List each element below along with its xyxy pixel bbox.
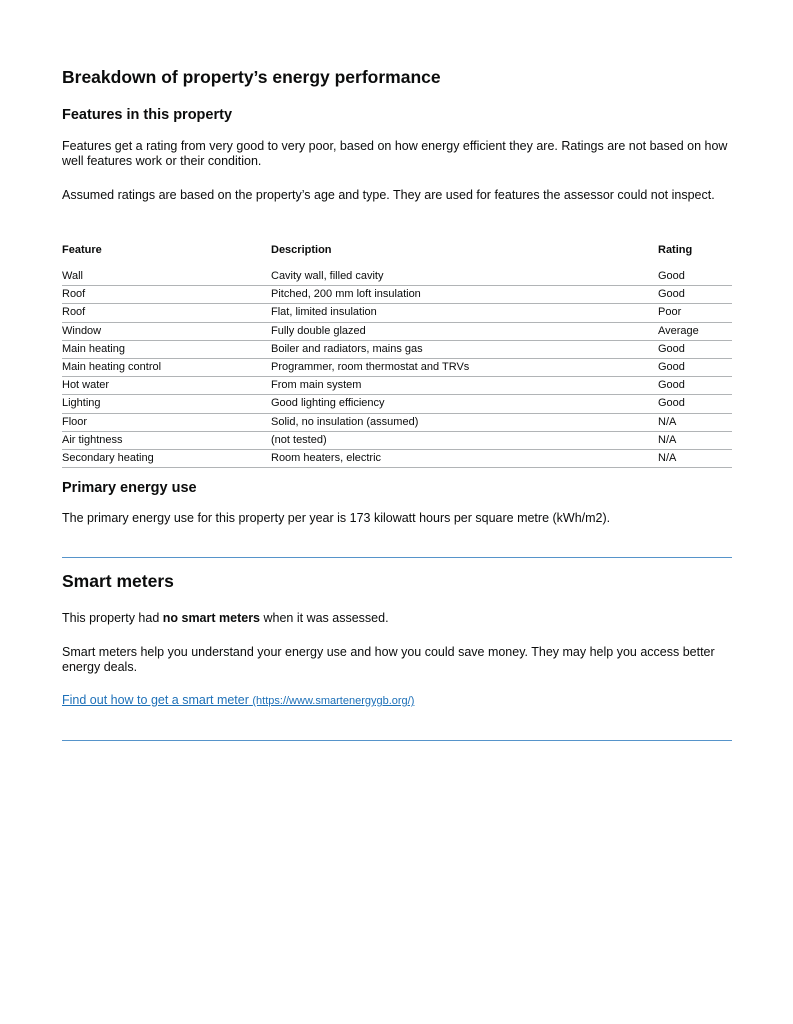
cell-description: Programmer, room thermostat and TRVs (271, 360, 470, 373)
status-text-before: This property had (62, 611, 163, 625)
primary-energy-heading: Primary energy use (62, 480, 197, 496)
smart-meters-status-text (62, 611, 732, 626)
table-row (62, 268, 732, 286)
page-title: Breakdown of property’s energy performance (62, 67, 441, 87)
cell-feature: Main heating (62, 342, 125, 355)
cell-rating: Good (658, 342, 685, 355)
cell-feature: Floor (62, 415, 88, 428)
cell-rating: Good (658, 397, 685, 410)
cell-description: Cavity wall, filled cavity (271, 270, 384, 282)
table-row (62, 377, 732, 395)
smart-meter-link-text: Find out how to get a smart meter (62, 693, 249, 707)
assumed-ratings-paragraph: Assumed ratings are based on the property’s age and type. They are used for features the assessor could not inspect. (62, 188, 715, 202)
cell-rating: Good (658, 360, 685, 373)
section-divider (62, 557, 732, 558)
table-header-row (62, 242, 732, 268)
cell-description: Pitched, 200 mm loft insulation (271, 288, 421, 301)
cell-feature: Main heating control (62, 360, 162, 373)
table-row (62, 304, 732, 322)
status-text-bold: no smart meters (162, 611, 261, 625)
table-row (62, 395, 732, 413)
cell-feature: Air tightness (62, 433, 123, 446)
cell-description: Room heaters, electric (271, 451, 382, 464)
cell-feature: Lighting (62, 397, 101, 410)
smart-meters-heading: Smart meters (62, 571, 174, 591)
primary-energy-text: The primary energy use for this property per year is 173 kilowatt hours per square metre (kWh/m2). (62, 511, 611, 525)
cell-rating: Good (658, 288, 685, 301)
cell-description: From main system (271, 379, 362, 392)
smart-meter-link[interactable] (62, 693, 414, 707)
column-header-rating: Rating (658, 244, 693, 256)
cell-description: Fully double glazed (271, 324, 366, 337)
table-row (62, 414, 732, 432)
cell-description: Flat, limited insulation (271, 306, 377, 319)
status-text-after: when it was assessed. (260, 611, 389, 625)
cell-feature: Roof (62, 288, 86, 301)
table-row (62, 359, 732, 377)
cell-feature: Hot water (62, 379, 110, 392)
cell-rating: Average (658, 324, 699, 337)
cell-rating: Good (658, 270, 685, 282)
features-table (62, 242, 732, 468)
features-intro-paragraph: Features get a rating from very good to very poor, based on how energy efficient they are. Ratings are not based on how well features work or their condition. (62, 139, 728, 168)
cell-feature: Secondary heating (62, 451, 154, 464)
table-row (62, 323, 732, 341)
cell-description: Good lighting efficiency (271, 397, 385, 410)
cell-description: Boiler and radiators, mains gas (271, 342, 423, 355)
cell-description: Solid, no insulation (assumed) (271, 415, 419, 428)
table-row (62, 432, 732, 450)
smart-meter-link-paragraph (62, 693, 732, 709)
cell-rating: Poor (658, 306, 682, 319)
cell-rating: N/A (658, 451, 677, 464)
cell-description: (not tested) (271, 433, 327, 446)
features-heading: Features in this property (62, 107, 233, 123)
column-header-feature: Feature (62, 244, 102, 256)
cell-feature: Roof (62, 306, 86, 319)
table-body (62, 268, 732, 468)
cell-feature: Wall (62, 270, 83, 282)
cell-feature: Window (62, 324, 102, 337)
cell-rating: N/A (658, 415, 677, 428)
section-divider (62, 740, 732, 741)
table-row (62, 286, 732, 304)
smart-meter-link-url: (https://www.smartenergygb.org/) (252, 695, 415, 707)
table-row (62, 450, 732, 468)
column-header-description: Description (271, 244, 332, 256)
smart-meters-info-text: Smart meters help you understand your energy use and how you could save money. They may help you access better energy deals. (62, 645, 715, 674)
cell-rating: N/A (658, 433, 677, 446)
table-row (62, 341, 732, 359)
cell-rating: Good (658, 379, 685, 392)
